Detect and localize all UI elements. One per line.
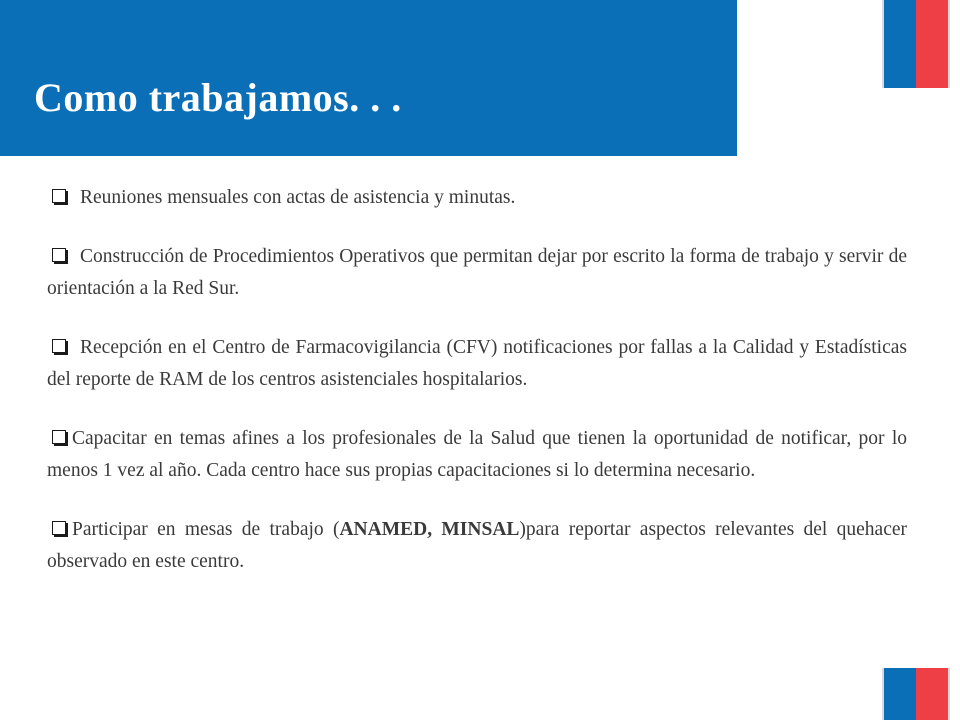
checkbox-bullet-icon bbox=[52, 430, 66, 444]
checkbox-bullet-icon bbox=[52, 339, 66, 353]
list-item bbox=[47, 514, 907, 578]
list-item bbox=[47, 241, 907, 305]
list-item bbox=[47, 332, 907, 396]
flag-decoration-bottom bbox=[884, 668, 948, 720]
checkbox-bullet-icon bbox=[52, 189, 66, 203]
list-item-text: Capacitar en temas afines a los profesionales de la Salud que tienen la oportunidad de notificar, por lo menos 1 vez al año. Cada centro hace sus propias capacitaciones si lo determina necesario. bbox=[47, 428, 907, 481]
list-item-text-before: Participar en mesas de trabajo ( bbox=[72, 519, 340, 540]
flag-blue-stripe bbox=[884, 0, 916, 88]
list-item-text: Construcción de Procedimientos Operativos que permitan dejar por escrito la forma de trabajo y servir de orientación a la Red Sur. bbox=[47, 246, 907, 299]
flag-decoration-top bbox=[884, 0, 948, 88]
flag-red-stripe bbox=[916, 668, 948, 720]
list-item-text: Reuniones mensuales con actas de asistencia y minutas. bbox=[80, 187, 516, 208]
checkbox-bullet-icon bbox=[52, 248, 66, 262]
list-item-text-after: )para reportar aspectos relevantes del quehacer observado en este centro. bbox=[47, 519, 908, 572]
list-item-bold-text: ANAMED, MINSAL bbox=[339, 519, 520, 540]
flag-blue-stripe bbox=[884, 668, 916, 720]
page-title: Como trabajamos. . . bbox=[34, 75, 402, 120]
flag-red-stripe bbox=[916, 0, 948, 88]
list-item bbox=[47, 423, 907, 487]
list-item bbox=[47, 182, 907, 214]
checkbox-bullet-icon bbox=[52, 521, 66, 535]
bullet-list bbox=[47, 182, 907, 605]
list-item-text: Recepción en el Centro de Farmacovigilancia (CFV) notificaciones por fallas a la Calidad y Estadísticas del reporte de RAM de los centros asistenciales hospitalarios. bbox=[47, 337, 907, 390]
